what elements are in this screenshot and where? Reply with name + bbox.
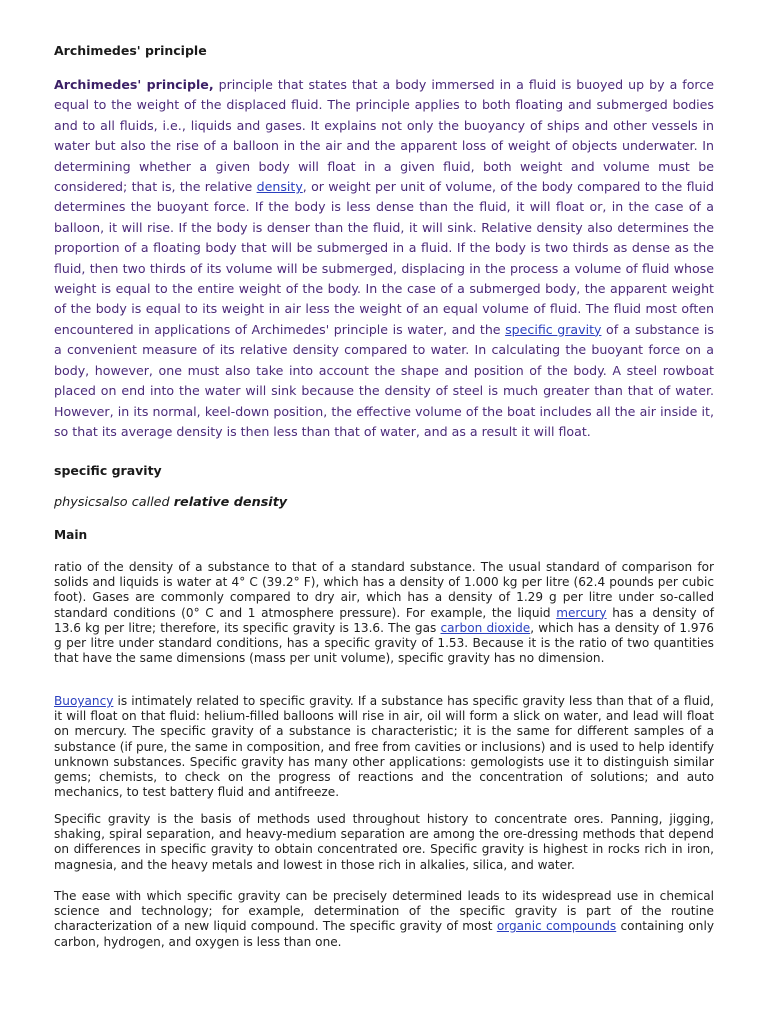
archimedes-principle-paragraph (54, 75, 714, 442)
paragraph-determination (54, 889, 714, 950)
carbon-dioxide-link[interactable]: carbon dioxide (440, 620, 531, 635)
heading-main: Main (54, 528, 88, 542)
text-segment: principle that states that a body immersed in a fluid is buoyed up by a force equal to the weight of the displaced fluid. The principle applies to both floating and submerged bodies and to all fluids, i.e., liquids and gases. It explains not only the buoyancy of ships and other vessels in water but also the rise of a balloon in the air and the apparent loss of weight of objects underwater. In determining whether a given body will float in a given fluid, both weight and volume must be considered; that is, the relative (54, 77, 714, 195)
organic-compounds-link[interactable]: organic compounds (496, 919, 617, 934)
specific-gravity-subtitle (54, 495, 287, 510)
text-segment: Specific gravity is the basis of methods used throughout history to concentrate ores. Panning, jigging, shaking, spiral separation, and heavy-medium separation are among the ore-dressing methods that depend on differences in specific gravity to obtain concentrated ore. Specific gravity is highest in rocks rich in iron, magnesia, and the heavy metals and lowest in those rich in alkalies, silica, and water. (54, 812, 714, 872)
paragraph-buoyancy (54, 694, 714, 800)
text-segment: The ease with which specific gravity can be precisely determined leads to its widespread use in chemical science and technology; for example, determination of the specific gravity is part of the routine characterization of a new liquid compound. The specific gravity of most (54, 889, 714, 934)
buoyancy-link[interactable]: Buoyancy (54, 694, 114, 708)
subtitle-bold-term: relative density (173, 495, 288, 510)
text-segment: , which has a density of 1.976 g per litre under standard conditions, has a specific gravity of 1.53. Because it is the ratio of two quantities that have the same dimensions (mass per unit volume), specific gravity has no dimension. (54, 620, 714, 666)
heading-archimedes-principle: Archimedes' principle (54, 43, 207, 58)
heading-specific-gravity: specific gravity (54, 463, 162, 478)
mercury-link[interactable]: mercury (556, 605, 607, 620)
density-link[interactable]: density (256, 179, 303, 195)
archimedes-principle-term: Archimedes' principle, (54, 77, 214, 92)
text-segment: of a substance is a convenient measure of its relative density compared to water. In calculating the buoyant force on a body, however, one must also take into account the shape and position of the body. A steel rowboat placed on end into the water will sink because the density of steel is much greater than that of water. However, in its normal, keel-down position, the effective volume of the boat includes all the air inside it, so that its average density is then less than that of water, and as a result it will float. (54, 321, 714, 439)
paragraph-ores (54, 812, 714, 873)
specific-gravity-link[interactable]: specific gravity (505, 321, 602, 337)
text-segment: ratio of the density of a substance to that of a standard substance. The usual standard of comparison for solids and liquids is water at 4° C (39.2° F), which has a density of 1.000 kg per litre (62.4 pounds per cubic foot). Gases are commonly compared to dry air, which has a density of 1.29 g per litre under so-called standard conditions (0° C and 1 atmosphere pressure). For example, the liquid (54, 560, 714, 620)
subtitle-prefix: physicsalso called (54, 495, 174, 510)
text-segment: has a density of 13.6 kg per litre; therefore, its specific gravity is 13.6. The gas (54, 605, 714, 635)
paragraph-definition (54, 560, 714, 666)
text-segment: containing only carbon, hydrogen, and oxygen is less than one. (54, 919, 714, 949)
text-segment: , or weight per unit of volume, of the body compared to the fluid determines the buoyant force. If the body is less dense than the fluid, it will float or, in the case of a balloon, it will rise. If the body is denser than the fluid, it will sink. Relative density also determines the proportion of a floating body that will be submerged in a fluid. If the body is two thirds as dense as the fluid, then two thirds of its volume will be submerged, displacing in the process a volume of fluid whose weight is equal to the entire weight of the body. In the case of a submerged body, the apparent weight of the body is equal to its weight in air less the weight of an equal volume of fluid. The fluid most often encountered in applications of Archimedes' principle is water, and the (54, 179, 715, 337)
text-segment: is intimately related to specific gravity. If a substance has specific gravity less than that of a fluid, it will float on that fluid: helium-filled balloons will rise in air, oil will form a slick on water, and lead will float on mercury. The specific gravity of a substance is characteristic; it is the same for different samples of a substance (if pure, the same in composition, and free from cavities or inclusions) and is used to help identify unknown substances. Specific gravity has many other applications: gemologists use it to distinguish similar gems; chemists, to check on the progress of reactions and the concentration of solutions; and auto mechanics, to test battery fluid and antifreeze. (54, 694, 714, 800)
